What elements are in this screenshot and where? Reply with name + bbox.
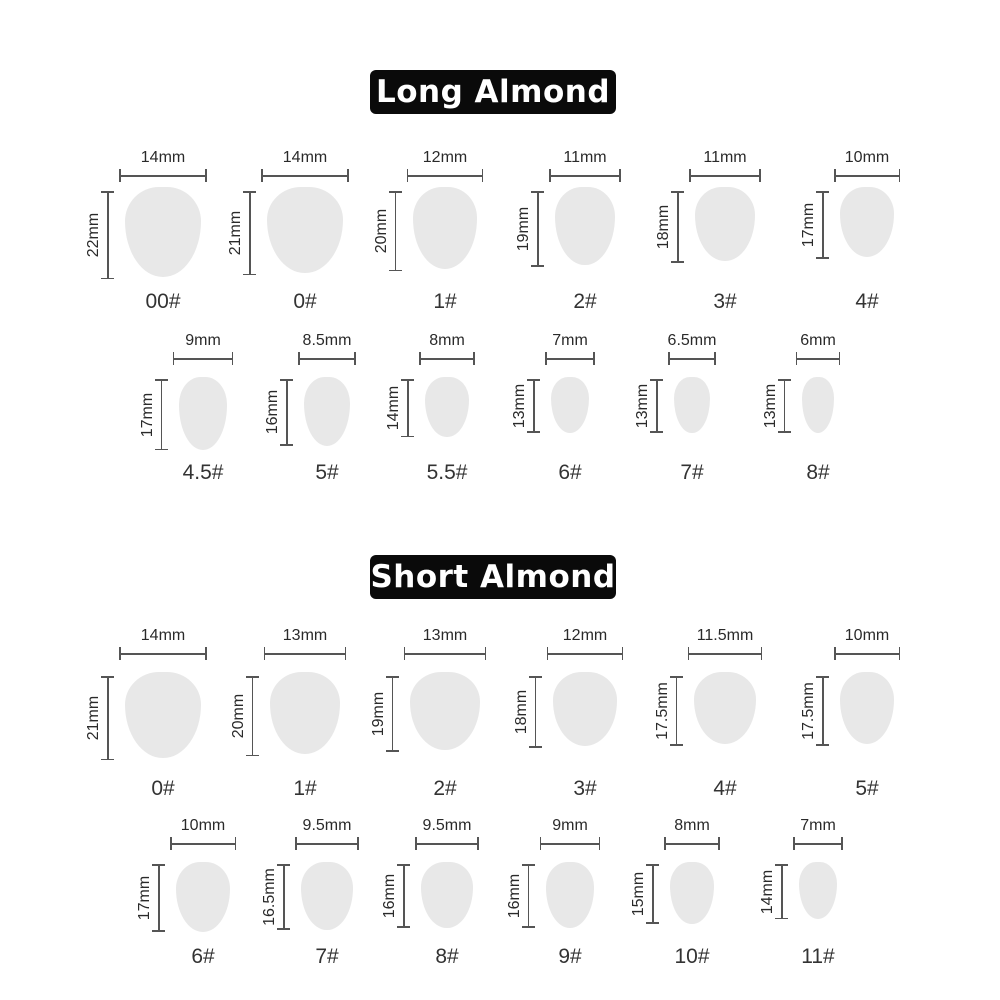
width-dimension-tick <box>759 169 761 182</box>
height-dimension-tick <box>397 864 410 866</box>
height-dimension-line <box>392 676 394 752</box>
size-number-label: 8# <box>806 461 830 484</box>
height-dimension-line <box>784 379 786 433</box>
width-dimension-tick <box>261 169 263 182</box>
size-number-label: 5# <box>855 777 879 800</box>
height-dimension-tick <box>775 864 788 866</box>
width-dimension-tick <box>235 837 237 850</box>
height-dimension-line <box>161 379 163 450</box>
nail-tip-shape <box>304 377 350 446</box>
width-dimension-line <box>404 653 486 655</box>
width-dimension-line <box>415 843 478 845</box>
height-label: 18mm <box>655 204 673 250</box>
width-dimension-tick <box>899 647 901 660</box>
width-dimension-tick <box>664 837 666 850</box>
height-dimension-tick <box>277 864 290 866</box>
width-dimension-line <box>668 358 715 360</box>
width-dimension-line <box>298 358 356 360</box>
width-dimension-tick <box>761 647 763 660</box>
width-dimension-tick <box>477 837 479 850</box>
size-number-label: 8# <box>435 945 459 968</box>
width-dimension-tick <box>473 352 475 365</box>
nail-tip-shape <box>840 187 894 257</box>
width-dimension-tick <box>834 169 836 182</box>
nail-tip-shape <box>695 187 754 261</box>
size-number-label: 11# <box>801 945 835 968</box>
width-label: 10mm <box>844 627 890 644</box>
size-number-label: 2# <box>573 290 597 313</box>
width-dimension-tick <box>547 647 549 660</box>
height-label: 17mm <box>800 202 817 248</box>
width-dimension-tick <box>834 647 836 660</box>
width-label: 11.5mm <box>696 627 754 644</box>
width-dimension-tick <box>899 169 901 182</box>
width-label: 12mm <box>562 627 608 644</box>
width-label: 7mm <box>800 817 836 834</box>
size-number-label: 6# <box>191 945 215 968</box>
width-label: 10mm <box>844 149 890 166</box>
width-label: 6mm <box>800 332 836 349</box>
width-label: 14mm <box>282 149 328 166</box>
width-dimension-tick <box>415 837 417 850</box>
width-dimension-line <box>796 358 840 360</box>
width-dimension-tick <box>173 352 175 365</box>
width-dimension-tick <box>540 837 542 850</box>
width-dimension-tick <box>404 647 406 660</box>
nail-tip-shape <box>421 862 472 928</box>
height-label: 17.5mm <box>653 681 671 740</box>
width-label: 14mm <box>140 149 186 166</box>
size-number-label: 3# <box>713 290 737 313</box>
nail-tip-shape <box>555 187 614 265</box>
height-dimension-line <box>537 191 539 267</box>
width-dimension-tick <box>357 837 359 850</box>
width-dimension-line <box>834 653 900 655</box>
width-dimension-tick <box>545 352 547 365</box>
nail-tip-shape <box>425 377 468 437</box>
height-dimension-tick <box>101 191 114 193</box>
height-label: 22mm <box>85 212 103 258</box>
width-dimension-tick <box>345 647 347 660</box>
height-label: 20mm <box>372 208 390 254</box>
width-dimension-line <box>545 358 595 360</box>
height-dimension-tick <box>646 864 659 866</box>
width-label: 9mm <box>185 332 221 349</box>
height-dimension-tick <box>527 431 540 433</box>
height-dimension-tick <box>531 191 544 193</box>
height-dimension-line <box>677 191 679 263</box>
size-number-label: 5.5# <box>426 461 468 484</box>
width-dimension-tick <box>295 837 297 850</box>
nail-tip-shape <box>546 862 595 928</box>
height-dimension-line <box>676 676 678 746</box>
height-label: 14mm <box>385 385 403 431</box>
width-dimension-line <box>688 653 762 655</box>
height-dimension-tick <box>101 759 114 761</box>
nail-tip-shape <box>270 672 340 754</box>
height-dimension-tick <box>243 274 256 276</box>
width-dimension-tick <box>593 352 595 365</box>
width-dimension-tick <box>668 352 670 365</box>
width-dimension-line <box>547 653 624 655</box>
height-dimension-line <box>407 379 409 437</box>
height-dimension-tick <box>243 191 256 193</box>
width-dimension-tick <box>407 169 409 182</box>
height-dimension-tick <box>397 926 410 928</box>
width-label: 10mm <box>180 817 226 834</box>
height-dimension-line <box>158 864 160 932</box>
height-label: 16mm <box>381 873 399 919</box>
height-label: 14mm <box>759 869 777 914</box>
height-label: 16mm <box>264 390 282 435</box>
height-dimension-tick <box>671 191 684 193</box>
height-label: 19mm <box>369 691 387 737</box>
nail-tip-shape <box>125 187 201 277</box>
width-dimension-line <box>407 175 484 177</box>
width-dimension-tick <box>839 352 841 365</box>
width-dimension-tick <box>482 169 484 182</box>
height-label: 19mm <box>515 206 533 252</box>
height-label: 18mm <box>512 689 530 735</box>
nail-tip-shape <box>694 672 756 744</box>
height-label: 13mm <box>511 383 529 429</box>
long-almond-title: Long Almond <box>370 70 616 114</box>
height-dimension-tick <box>277 928 290 930</box>
height-dimension-line <box>107 191 109 279</box>
size-number-label: 4# <box>855 290 879 313</box>
width-dimension-line <box>834 175 900 177</box>
nail-tip-shape <box>553 672 618 746</box>
size-number-label: 6# <box>558 461 582 484</box>
height-label: 17.5mm <box>800 681 817 740</box>
short-almond-title: Short Almond <box>370 555 616 599</box>
width-label: 9mm <box>552 817 588 834</box>
height-dimension-tick <box>527 379 540 381</box>
height-dimension-tick <box>101 676 114 678</box>
nail-tip-shape <box>840 672 894 744</box>
height-dimension-line <box>656 379 658 433</box>
nail-tip-shape <box>413 187 478 269</box>
height-dimension-line <box>652 864 654 924</box>
width-label: 8mm <box>429 332 465 349</box>
height-label: 17mm <box>138 392 156 437</box>
height-label: 21mm <box>227 210 245 256</box>
height-label: 13mm <box>634 383 652 429</box>
width-dimension-tick <box>549 169 551 182</box>
height-dimension-line <box>252 676 254 756</box>
width-dimension-tick <box>232 352 234 365</box>
size-number-label: 1# <box>293 777 317 800</box>
width-label: 7mm <box>552 332 588 349</box>
nail-tip-shape <box>125 672 201 758</box>
width-dimension-tick <box>170 837 172 850</box>
height-dimension-line <box>528 864 530 928</box>
size-number-label: 4# <box>713 777 737 800</box>
width-label: 9.5mm <box>422 817 472 834</box>
nail-tip-shape <box>267 187 343 273</box>
size-number-label: 5# <box>315 461 339 484</box>
width-dimension-line <box>119 175 207 177</box>
size-number-label: 00# <box>145 290 181 313</box>
size-number-label: 7# <box>680 461 704 484</box>
width-dimension-tick <box>419 352 421 365</box>
width-dimension-line <box>295 843 358 845</box>
width-dimension-tick <box>718 837 720 850</box>
height-dimension-tick <box>646 922 659 924</box>
nail-tip-shape <box>674 377 709 433</box>
width-dimension-tick <box>205 647 207 660</box>
width-dimension-tick <box>298 352 300 365</box>
height-label: 17mm <box>136 875 153 921</box>
width-label: 11mm <box>563 149 607 166</box>
height-label: 16.5mm <box>261 867 279 926</box>
width-dimension-line <box>664 843 719 845</box>
size-number-label: 1# <box>433 290 457 313</box>
width-dimension-line <box>261 175 349 177</box>
height-dimension-line <box>535 676 537 748</box>
height-label: 15mm <box>630 871 648 916</box>
height-dimension-tick <box>775 918 788 920</box>
height-dimension-line <box>395 191 397 271</box>
height-dimension-line <box>822 676 824 746</box>
height-dimension-tick <box>401 436 414 438</box>
width-dimension-tick <box>689 169 691 182</box>
height-label: 20mm <box>229 693 247 739</box>
size-number-label: 2# <box>433 777 457 800</box>
width-label: 6.5mm <box>667 332 717 349</box>
height-dimension-line <box>286 379 288 446</box>
size-number-label: 0# <box>293 290 317 313</box>
height-dimension-line <box>107 676 109 760</box>
height-dimension-tick <box>101 278 114 280</box>
height-dimension-line <box>249 191 251 275</box>
width-label: 9.5mm <box>302 817 352 834</box>
nail-tip-shape <box>802 377 834 433</box>
nail-tip-shape <box>551 377 589 433</box>
width-dimension-line <box>540 843 601 845</box>
size-number-label: 4.5# <box>182 461 224 484</box>
width-dimension-tick <box>622 647 624 660</box>
width-label: 14mm <box>140 627 186 644</box>
width-dimension-line <box>173 358 234 360</box>
width-dimension-tick <box>205 169 207 182</box>
width-dimension-tick <box>264 647 266 660</box>
height-dimension-line <box>533 379 535 433</box>
width-label: 8mm <box>674 817 710 834</box>
width-dimension-tick <box>796 352 798 365</box>
height-dimension-tick <box>650 379 663 381</box>
width-dimension-tick <box>599 837 601 850</box>
height-dimension-tick <box>671 261 684 263</box>
width-label: 12mm <box>422 149 468 166</box>
size-number-label: 3# <box>573 777 597 800</box>
nail-tip-shape <box>179 377 228 450</box>
width-dimension-line <box>170 843 236 845</box>
height-dimension-tick <box>401 379 414 381</box>
width-dimension-tick <box>485 647 487 660</box>
height-label: 16mm <box>505 873 523 919</box>
width-dimension-line <box>793 843 843 845</box>
width-dimension-line <box>119 653 207 655</box>
nail-tip-shape <box>176 862 230 932</box>
size-number-label: 7# <box>315 945 339 968</box>
height-label: 13mm <box>761 383 779 429</box>
width-dimension-line <box>419 358 474 360</box>
width-dimension-tick <box>119 647 121 660</box>
nail-tip-shape <box>410 672 480 750</box>
nail-tip-shape <box>799 862 837 919</box>
nail-tip-shape <box>301 862 352 930</box>
width-label: 13mm <box>422 627 468 644</box>
width-label: 8.5mm <box>302 332 352 349</box>
width-dimension-tick <box>119 169 121 182</box>
height-label: 21mm <box>85 695 103 741</box>
width-dimension-tick <box>347 169 349 182</box>
width-dimension-line <box>264 653 346 655</box>
size-number-label: 10# <box>674 945 710 968</box>
height-dimension-tick <box>650 431 663 433</box>
height-dimension-line <box>403 864 405 928</box>
height-dimension-tick <box>531 265 544 267</box>
width-dimension-tick <box>793 837 795 850</box>
width-dimension-line <box>689 175 760 177</box>
size-number-label: 0# <box>151 777 175 800</box>
width-dimension-tick <box>354 352 356 365</box>
height-dimension-line <box>781 864 783 919</box>
width-dimension-tick <box>841 837 843 850</box>
width-dimension-tick <box>688 647 690 660</box>
nail-tip-shape <box>670 862 713 924</box>
height-dimension-line <box>822 191 824 259</box>
size-number-label: 9# <box>558 945 582 968</box>
width-dimension-line <box>549 175 620 177</box>
width-label: 11mm <box>703 149 747 166</box>
width-dimension-tick <box>619 169 621 182</box>
height-dimension-line <box>283 864 285 930</box>
width-label: 13mm <box>282 627 328 644</box>
width-dimension-tick <box>714 352 716 365</box>
